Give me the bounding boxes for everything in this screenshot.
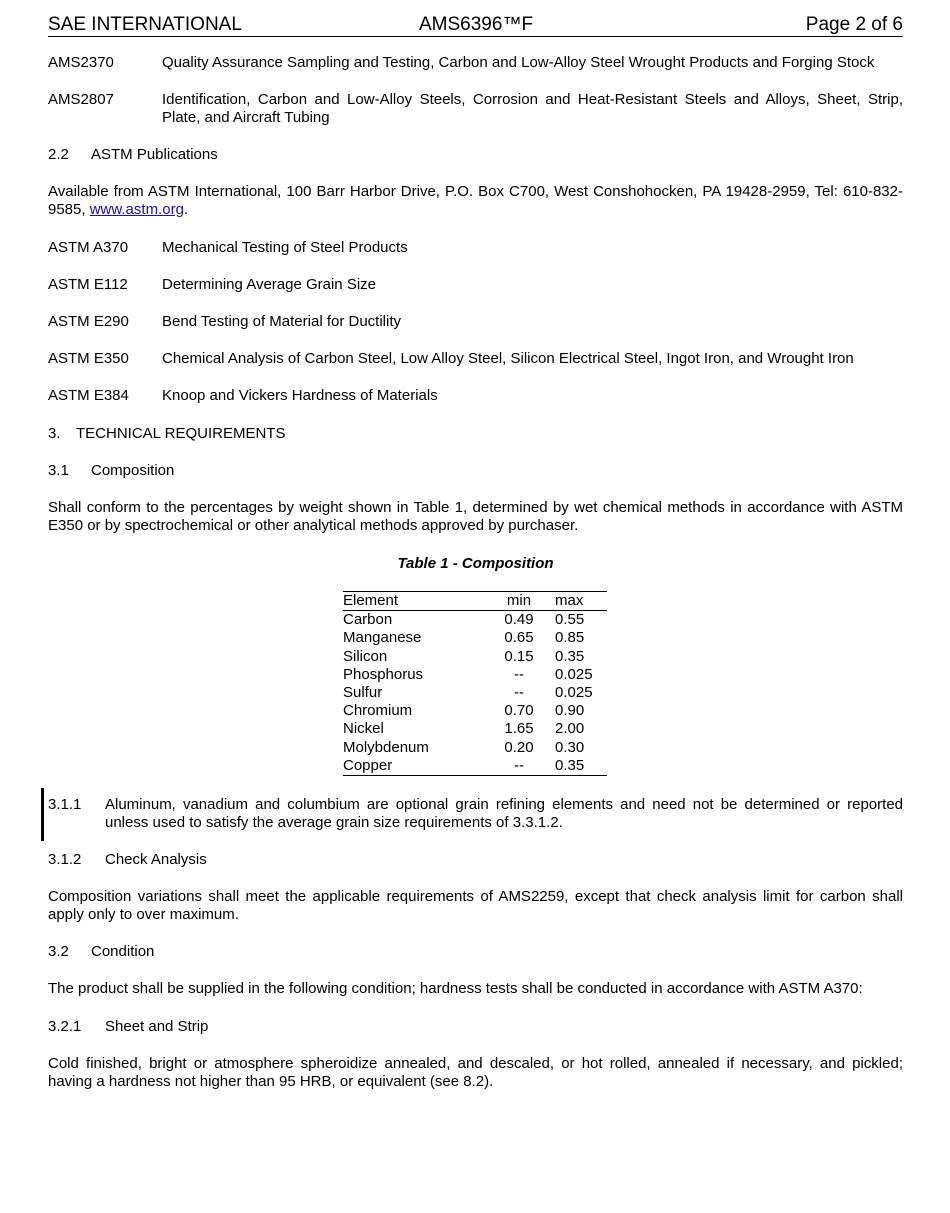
sheet-strip-paragraph: Cold finished, bright or atmosphere spheroidize annealed, and descaled, or hot rolled, annealed if necessary, and pickled; having a hardness not higher than 95 HRB, or equivalent (see 8.2). (48, 1055, 903, 1090)
reference-astm-e112 (48, 276, 903, 294)
table-row (343, 739, 607, 757)
reference-astm-e350 (48, 350, 903, 368)
composition-table (343, 591, 607, 776)
cell-min: 0.20 (504, 738, 534, 756)
reference-ams2370 (48, 54, 903, 72)
condition-paragraph: The product shall be supplied in the following condition; hardness tests shall be conducted in accordance with ASTM A370: (48, 980, 863, 997)
section-title: Composition (91, 462, 175, 479)
table-row (343, 629, 607, 647)
column-header-max: max (545, 592, 607, 611)
cell-element: Nickel (343, 720, 384, 738)
cell-element: Phosphorus (343, 665, 424, 683)
table-row (343, 648, 607, 666)
reference-astm-e384 (48, 387, 903, 405)
cell-min: 1.65 (504, 720, 534, 738)
section-number: 3.2.1 (48, 1018, 82, 1035)
cell-max: 0.55 (555, 611, 585, 629)
cell-element: Silicon (343, 647, 388, 665)
section-3-2-1-heading (48, 1018, 208, 1036)
astm-availability (48, 183, 903, 219)
availability-end: . (183, 201, 189, 218)
table-row (343, 702, 607, 720)
cell-min: -- (514, 665, 524, 683)
cell-min: 0.65 (504, 629, 534, 647)
section-title: ASTM Publications (91, 146, 218, 163)
cell-min: 0.49 (504, 611, 534, 629)
reference-title: Bend Testing of Material for Ductility (162, 313, 401, 330)
section-3-heading (48, 425, 285, 443)
reference-astm-a370 (48, 239, 903, 257)
section-title: Sheet and Strip (105, 1018, 209, 1035)
table-row (343, 684, 607, 702)
cell-max: 0.30 (555, 738, 585, 756)
reference-code: ASTM A370 (48, 239, 129, 256)
section-title: Condition (91, 943, 155, 960)
section-number: 3.1.2 (48, 851, 82, 868)
reference-code: ASTM E112 (48, 276, 128, 293)
header-doc-number: AMS6396™F (419, 14, 534, 35)
header-page-number: Page 2 of 6 (805, 14, 903, 35)
table-row (343, 757, 607, 776)
reference-code: AMS2370 (48, 54, 114, 71)
table-row (343, 720, 607, 738)
section-2-2-heading (48, 146, 218, 164)
reference-code: ASTM E350 (48, 350, 129, 367)
availability-text: Available from ASTM International, 100 Barr Harbor Drive, P.O. Box C700, West Conshohocken, PA 19428-2959, Tel: 610-832-9585, (48, 183, 903, 218)
cell-element: Manganese (343, 629, 422, 647)
cell-min: 0.70 (504, 702, 534, 720)
cell-max: 0.35 (555, 647, 585, 665)
section-number: 3.1 (48, 462, 69, 479)
section-number: 2.2 (48, 146, 69, 163)
column-header-min: min (493, 592, 545, 611)
cell-min: -- (514, 756, 524, 774)
revision-change-bar (41, 788, 44, 841)
cell-element: Carbon (343, 611, 393, 629)
section-3-2-heading (48, 943, 154, 961)
cell-max: 0.35 (555, 756, 585, 774)
reference-title: Mechanical Testing of Steel Products (162, 239, 408, 256)
section-3-1-2-heading (48, 851, 207, 869)
reference-ams2807 (48, 91, 903, 127)
section-number: 3. (48, 425, 61, 442)
header-org: SAE INTERNATIONAL (48, 14, 242, 35)
cell-element: Sulfur (343, 684, 383, 702)
reference-code: AMS2807 (48, 91, 114, 108)
section-title: TECHNICAL REQUIREMENTS (76, 425, 286, 442)
table-row (343, 611, 607, 630)
reference-code: ASTM E290 (48, 313, 129, 330)
check-analysis-paragraph: Composition variations shall meet the applicable requirements of AMS2259, except that check analysis limit for carbon shall apply only to over maximum. (48, 888, 903, 923)
section-number: 3.2 (48, 943, 69, 960)
astm-website-link[interactable]: www.astm.org (89, 201, 184, 218)
cell-min: 0.15 (504, 647, 534, 665)
column-header-element: Element (343, 592, 493, 611)
section-3-1-heading (48, 462, 174, 480)
cell-element: Copper (343, 756, 393, 774)
reference-title: Quality Assurance Sampling and Testing, Carbon and Low-Alloy Steel Wrought Products and Forging Stock (162, 54, 875, 71)
section-3-1-1 (48, 796, 903, 832)
reference-title: Identification, Carbon and Low-Alloy Steels, Corrosion and Heat-Resistant Steels and Alloys, Sheet, Strip, Plate, and Aircraft Tubing (162, 91, 903, 126)
cell-max: 0.025 (555, 665, 593, 683)
table-header-row (343, 592, 607, 611)
cell-element: Chromium (343, 702, 413, 720)
cell-max: 0.025 (555, 684, 593, 702)
section-number: 3.1.1 (48, 796, 82, 813)
cell-element: Molybdenum (343, 738, 429, 756)
page-header (48, 12, 903, 37)
section-title: Check Analysis (105, 851, 207, 868)
composition-paragraph: Shall conform to the percentages by weight shown in Table 1, determined by wet chemical methods in accordance with ASTM E350 or by spectrochemical or other analytical methods approved by purchaser. (48, 499, 903, 534)
cell-max: 0.90 (555, 702, 585, 720)
cell-max: 2.00 (555, 720, 585, 738)
table-row (343, 666, 607, 684)
reference-title: Knoop and Vickers Hardness of Materials (162, 387, 438, 404)
table-caption: Table 1 - Composition (397, 555, 554, 572)
cell-min: -- (514, 684, 524, 702)
reference-title: Determining Average Grain Size (162, 276, 376, 293)
reference-title: Chemical Analysis of Carbon Steel, Low Alloy Steel, Silicon Electrical Steel, Ingot Iron, and Wrought Iron (162, 350, 854, 367)
cell-max: 0.85 (555, 629, 585, 647)
section-text: Aluminum, vanadium and columbium are optional grain refining elements and need not be determined or reported unless used to satisfy the average grain size requirements of 3.3.1.2. (105, 796, 903, 831)
reference-astm-e290 (48, 313, 903, 331)
reference-code: ASTM E384 (48, 387, 129, 404)
